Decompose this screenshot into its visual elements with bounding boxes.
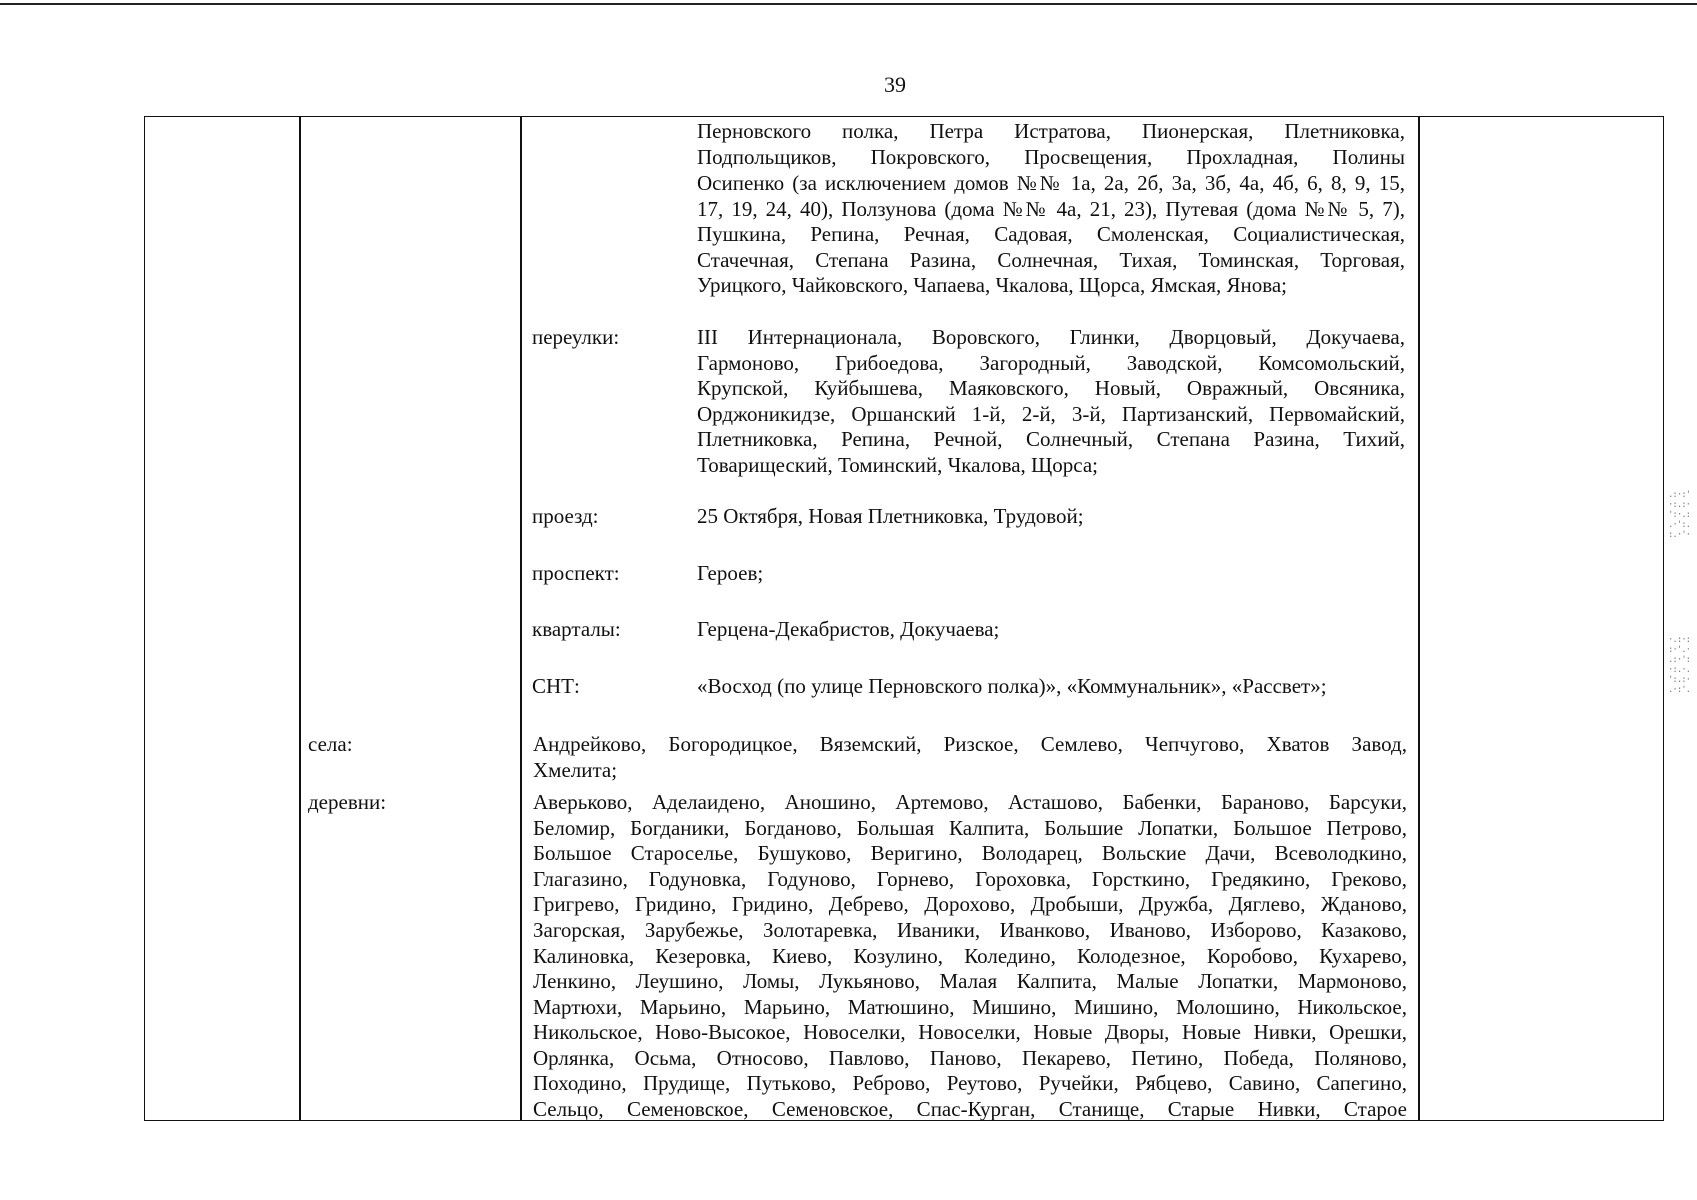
hamlet-line: Калиновка, Кезеровка, Киево, Козулино, Коледино, Колодезное, Коробово, Кухарево,: [533, 944, 1407, 968]
scan-noise: .:·:' ·:.:· ':·.: .·':. :.·'·: [1668, 490, 1691, 540]
passage-value: 25 Октября, Новая Плетниковка, Трудовой;: [697, 504, 1084, 528]
lane-line: III Интернационала, Воровского, Глинки, Дворцовый, Докучаева,: [697, 325, 1405, 349]
village-line: Хмелита;: [533, 758, 618, 782]
avenue-value: Героев;: [697, 561, 764, 585]
villages-label: села:: [308, 732, 353, 756]
quarters-label: кварталы:: [532, 617, 621, 641]
column-divider-2: [520, 117, 522, 1120]
hamlet-line: Никольское, Ново-Высокое, Новоселки, Новоселки, Новые Дворы, Новые Нивки, Орешки,: [533, 1020, 1407, 1044]
street-line: Перновского полка, Петра Истратова, Пионерская, Плетниковка,: [697, 119, 1405, 143]
top-border-rule: [0, 3, 1697, 5]
street-line: Осипенко (за исключением домов №№ 1а, 2а, 2б, 3а, 3б, 4а, 4б, 6, 8, 9, 15,: [697, 171, 1405, 195]
hamlets-label: деревни:: [308, 790, 387, 814]
lane-line: Плетниковка, Репина, Речной, Солнечный, Степана Разина, Тихий,: [697, 427, 1405, 451]
quarters-value: Герцена-Декабристов, Докучаева;: [697, 617, 1000, 641]
hamlet-line: Григрево, Гридино, Гридино, Дебрево, Дорохово, Дробыши, Дружба, Дяглево, Жданово,: [533, 892, 1407, 916]
street-line: Урицкого, Чайковского, Чапаева, Чкалова, Щорса, Ямская, Янова;: [697, 273, 1288, 297]
street-line: 17, 19, 24, 40), Ползунова (дома №№ 4а, 21, 23), Путевая (дома №№ 5, 7),: [697, 197, 1405, 221]
hamlet-line: Большое Староселье, Бушуково, Веригино, Володарец, Вольские Дачи, Всеволодкино,: [533, 841, 1407, 865]
hamlet-line: Загорская, Зарубежье, Золотаревка, Иваники, Иванково, Иваново, Изборово, Казаково,: [533, 918, 1407, 942]
column-divider-3: [1418, 117, 1420, 1120]
lane-line: Крупской, Куйбышева, Маяковского, Новый, Овражный, Овсяника,: [697, 376, 1405, 400]
hamlet-line: Сельцо, Семеновское, Семеновское, Спас-Курган, Станище, Старые Нивки, Старое: [533, 1097, 1407, 1121]
hamlet-line: Глагазино, Годуновка, Годуново, Горнево, Гороховка, Горсткино, Гредякино, Греково,: [533, 867, 1407, 891]
avenue-label: проспект:: [532, 561, 620, 585]
hamlet-line: Орлянка, Осьма, Относово, Павлово, Паново, Пекарево, Петино, Победа, Поляново,: [533, 1046, 1407, 1070]
hamlet-line: Ленкино, Леушино, Ломы, Лукьяново, Малая Калпита, Малые Лопатки, Мармоново,: [533, 969, 1407, 993]
lanes-label: переулки:: [532, 325, 620, 349]
street-line: Подпольщиков, Покровского, Просвещения, Прохладная, Полины: [697, 145, 1405, 169]
scan-noise: ·.:·: :·'.· .:·': ·:.·. ':.:· .·:'.: [1668, 635, 1691, 695]
hamlet-line: Мартюхи, Марьино, Марьино, Матюшино, Мишино, Мишино, Молошино, Никольское,: [533, 995, 1407, 1019]
street-line: Стачечная, Степана Разина, Солнечная, Тихая, Томинская, Торговая,: [697, 248, 1405, 272]
lane-line: Орджоникидзе, Оршанский 1-й, 2-й, 3-й, Партизанский, Первомайский,: [697, 402, 1405, 426]
lane-line: Товарищеский, Томинский, Чкалова, Щорса;: [697, 453, 1098, 477]
snt-value: «Восход (по улице Перновского полка)», «Коммунальник», «Рассвет»;: [697, 674, 1327, 698]
hamlet-line: Беломир, Богданики, Богданово, Большая Калпита, Большие Лопатки, Большое Петрово,: [533, 816, 1407, 840]
column-divider-1: [299, 117, 301, 1120]
street-line: Пушкина, Репина, Речная, Садовая, Смоленская, Социалистическая,: [697, 222, 1405, 246]
hamlet-line: Походино, Прудище, Путьково, Реброво, Реутово, Ручейки, Рябцево, Савино, Сапегино,: [533, 1071, 1407, 1095]
village-line: Андрейково, Богородицкое, Вяземский, Ризское, Семлево, Чепчугово, Хватов Завод,: [533, 732, 1407, 756]
snt-label: СНТ:: [532, 674, 580, 698]
lane-line: Гармоново, Грибоедова, Загородный, Заводской, Комсомольский,: [697, 351, 1405, 375]
hamlet-line: Аверьково, Аделаидено, Аношино, Артемово, Асташово, Бабенки, Бараново, Барсуки,: [533, 790, 1407, 814]
page-number: 39: [884, 72, 906, 97]
passage-label: проезд:: [532, 504, 599, 528]
